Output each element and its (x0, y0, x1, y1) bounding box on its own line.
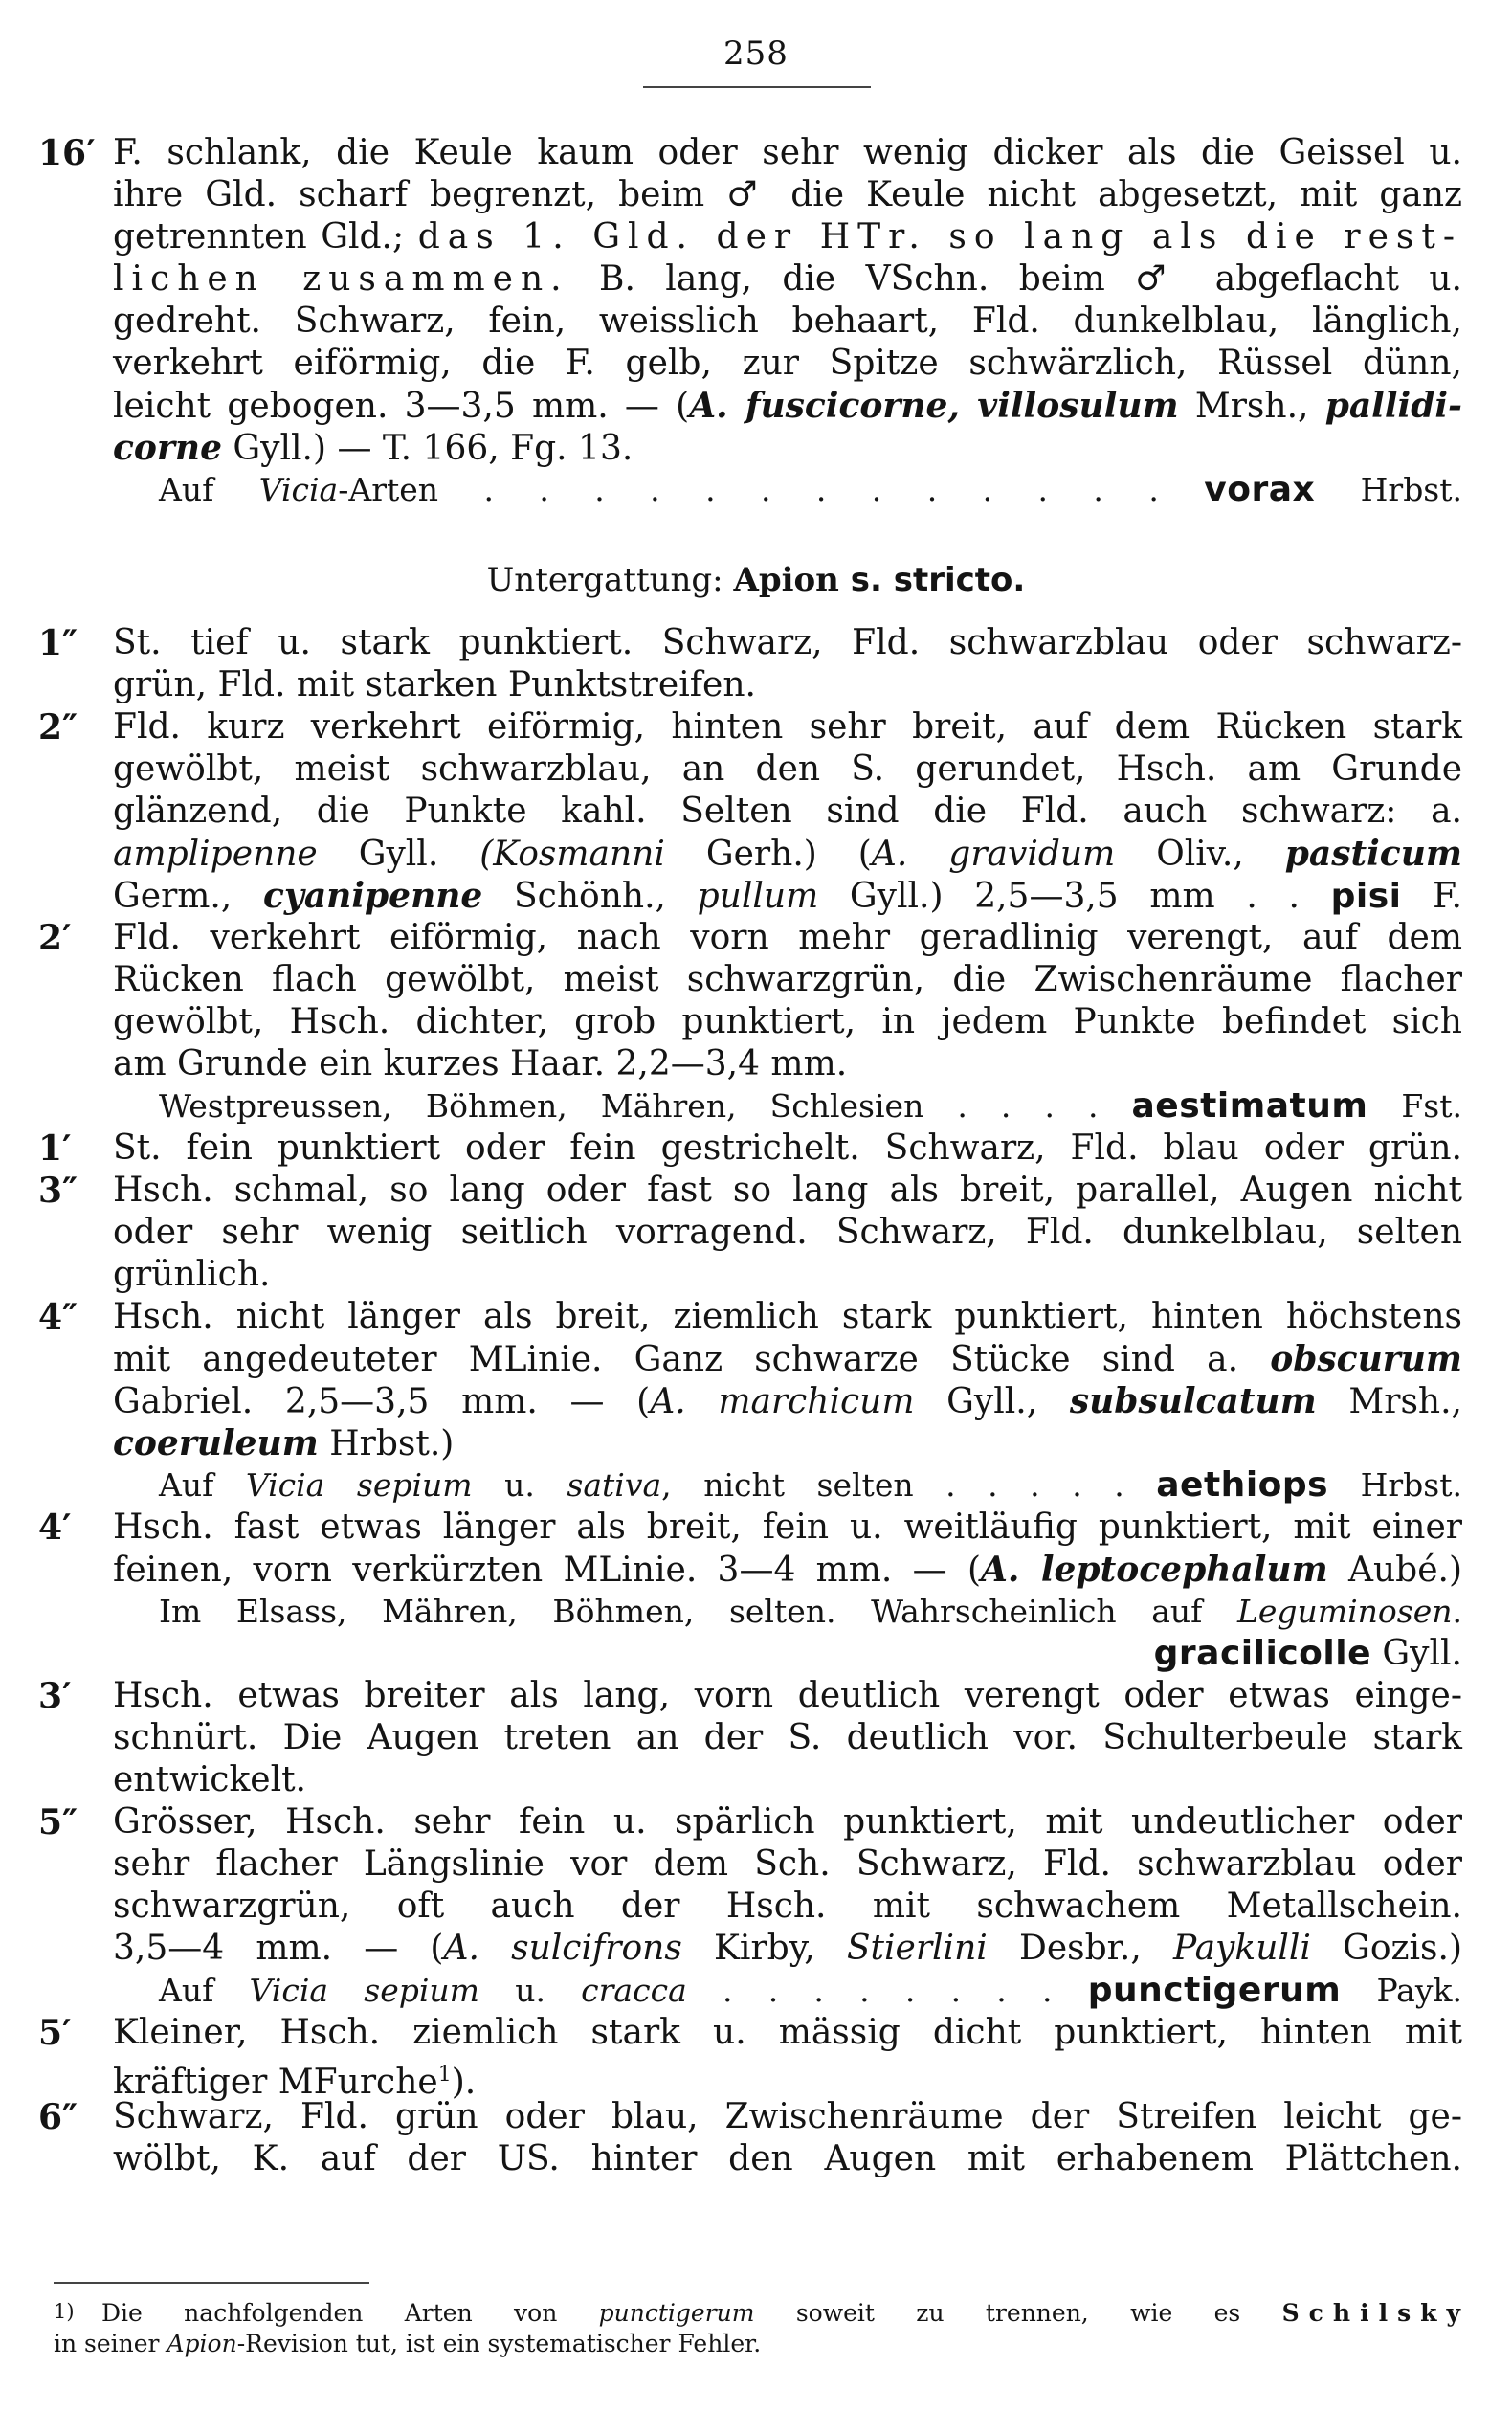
text-line: kräftiger MFurche$^1$). (113, 2063, 477, 2102)
footnote-line: in seiner Apion-Revision tut, ist ein systematischer Fehler. (54, 2330, 762, 2357)
text-line: Kleiner, Hsch. ziemlich stark u. mässig dicht punktiert, hinten mit (113, 2013, 1462, 2052)
text-line: Rücken flach gewölbt, meist schwarzgrün, die Zwischenräume flacher (113, 960, 1462, 999)
text-line: corne Gyll.) — T. 166, Fg. 13. (113, 428, 634, 468)
text-line: grün, Fld. mit starken Punktstreifen. (113, 665, 756, 704)
text-line: F. schlank, die Keule kaum oder sehr wenig dicker als die Geissel u. (113, 133, 1462, 172)
species-name: pisi (1330, 877, 1402, 916)
text-line: schnürt. Die Augen treten an der S. deutlich vor. Schulterbeule stark (113, 1718, 1462, 1757)
text-line: entwickelt. (113, 1760, 306, 1799)
text-line: schwarzgrün, oft auch der Hsch. mit schwachem Metallschein. (113, 1887, 1462, 1926)
text-line: Schwarz, Fld. grün oder blau, Zwischenräume der Streifen leicht ge- (113, 2097, 1462, 2136)
couplet-number: 4″ (38, 1297, 78, 1337)
text-line: oder sehr wenig seitlich vorragend. Schwarz, Fld. dunkelblau, selten (113, 1213, 1462, 1252)
header-rule (643, 86, 871, 88)
text-line: am Grunde ein kurzes Haar. 2,2—3,4 mm. (113, 1044, 848, 1083)
habitat-line: Auf Vicia sepium u. cracca . . . . . . . . punctigerum Payk. (159, 1971, 1462, 2010)
text-line: mit angedeuteter MLinie. Ganz schwarze Stücke sind a. obscurum (113, 1339, 1462, 1379)
page-number: 258 (723, 34, 789, 73)
text-line: grünlich. (113, 1255, 271, 1294)
text-line: Fld. verkehrt eiförmig, nach vorn mehr geradlinig verengt, auf dem (113, 918, 1462, 957)
text-line: sehr flacher Längslinie vor dem Sch. Schwarz, Fld. schwarzblau oder (113, 1844, 1462, 1884)
text-line: St. fein punktiert oder fein gestrichelt. Schwarz, Fld. blau oder grün. (113, 1128, 1462, 1168)
species-name: gracilicolle (1153, 1634, 1371, 1673)
couplet-number: 16′ (38, 133, 96, 173)
text-line: Hsch. schmal, so lang oder fast so lang als breit, parallel, Augen nicht (113, 1171, 1462, 1210)
species-name: aethiops (1156, 1465, 1329, 1505)
habitat-line: Auf Vicia-Arten . . . . . . . . . . . . . vorax Hrbst. (159, 470, 1462, 509)
couplet-number: 1″ (38, 623, 78, 663)
footnote-marker: 1) (54, 2300, 75, 2323)
text-line: St. tief u. stark punktiert. Schwarz, Fld. schwarzblau oder schwarz- (113, 623, 1462, 662)
couplet-number: 5″ (38, 1802, 78, 1842)
species-name: aestimatum (1131, 1086, 1368, 1126)
text-line: Gabriel. 2,5—3,5 mm. — (A. marchicum Gyll., subsulcatum Mrsh., (113, 1381, 1462, 1421)
text-line: leicht gebogen. 3—3,5 mm. — (A. fuscicorne, villosulum Mrsh., pallidi- (113, 386, 1463, 426)
text-line: Germ., cyanipenne Schönh., pullum Gyll.) 2,5—3,5 mm . . pisi F. (113, 876, 1462, 916)
footnote-line: 1) Die nachfolgenden Arten von punctigerum soweit zu trennen, wie es Schilsky (54, 2295, 1470, 2328)
text-line: lichen zusammen. B. lang, die VSchn. beim ♂ abgeflacht u. (113, 259, 1462, 299)
text-line: Hsch. nicht länger als breit, ziemlich stark punktiert, hinten höchstens (113, 1297, 1462, 1336)
couplet-number: 3′ (38, 1676, 72, 1716)
couplet-number: 4′ (38, 1507, 72, 1548)
text-line: gewölbt, meist schwarzblau, an den S. gerundet, Hsch. am Grunde (113, 749, 1462, 789)
footnote-rule (54, 2282, 369, 2284)
text-line: ihre Gld. scharf begrenzt, beim ♂ die Keule nicht abgesetzt, mit ganz (113, 175, 1463, 214)
species-line: gracilicolle Gyll. (1153, 1634, 1462, 1673)
species-name: punctigerum (1087, 1971, 1342, 2010)
couplet-number: 1′ (38, 1128, 72, 1169)
text-line: verkehrt eiförmig, die F. gelb, zur Spitze schwärzlich, Rüssel dünn, (113, 344, 1462, 383)
text-line: amplipenne Gyll. (Kosmanni Gerh.) (A. gravidum Oliv., pasticum (113, 834, 1462, 874)
subgenus-heading: Untergattung: Apion s. stricto. (486, 561, 1026, 599)
male-symbol: ♂ (726, 175, 769, 214)
couplet-number: 2′ (38, 918, 72, 958)
text-line: feinen, vorn verkürzten MLinie. 3—4 mm. — (A. leptocephalum Aubé.) (113, 1550, 1463, 1590)
couplet-number: 5′ (38, 2013, 72, 2053)
text-line: gewölbt, Hsch. dichter, grob punktiert, in jedem Punkte befindet sich (113, 1002, 1462, 1041)
species-name: vorax (1204, 470, 1316, 509)
footnote-reference: 1 (437, 2063, 452, 2087)
text-line: 3,5—4 mm. — (A. sulcifrons Kirby, Stierlini Desbr., Paykulli Gozis.) (113, 1929, 1462, 1968)
habitat-line: Auf Vicia sepium u. sativa, nicht selten . . . . . aethiops Hrbst. (159, 1465, 1462, 1505)
text-line: glänzend, die Punkte kahl. Selten sind die Fld. auch schwarz: a. (113, 792, 1462, 831)
text-line: Hsch. etwas breiter als lang, vorn deutlich verengt oder etwas einge- (113, 1676, 1462, 1715)
text-line: gedreht. Schwarz, fein, weisslich behaart, Fld. dunkelblau, länglich, (113, 301, 1462, 341)
text-line: Hsch. fast etwas länger als breit, fein u. weitläufig punktiert, mit einer (113, 1507, 1462, 1547)
couplet-number: 3″ (38, 1171, 78, 1211)
male-symbol: ♂ (1135, 259, 1186, 299)
text-line: Fld. kurz verkehrt eiförmig, hinten sehr breit, auf dem Rücken stark (113, 707, 1462, 747)
text-line: coeruleum Hrbst.) (113, 1423, 455, 1463)
couplet-number: 6″ (38, 2097, 78, 2137)
text-line: wölbt, K. auf der US. hinter den Augen mit erhabenem Plättchen. (113, 2139, 1462, 2178)
habitat-line: Im Elsass, Mähren, Böhmen, selten. Wahrscheinlich auf Leguminosen. (159, 1593, 1462, 1630)
habitat-line: Westpreussen, Böhmen, Mähren, Schlesien . . . . aestimatum Fst. (159, 1086, 1462, 1126)
text-line: getrennten Gld.; das 1. Gld. der HTr. so lang als die rest- (113, 217, 1463, 257)
text-line: Grösser, Hsch. sehr fein u. spärlich punktiert, mit undeutlicher oder (113, 1802, 1462, 1842)
couplet-number: 2″ (38, 707, 78, 748)
